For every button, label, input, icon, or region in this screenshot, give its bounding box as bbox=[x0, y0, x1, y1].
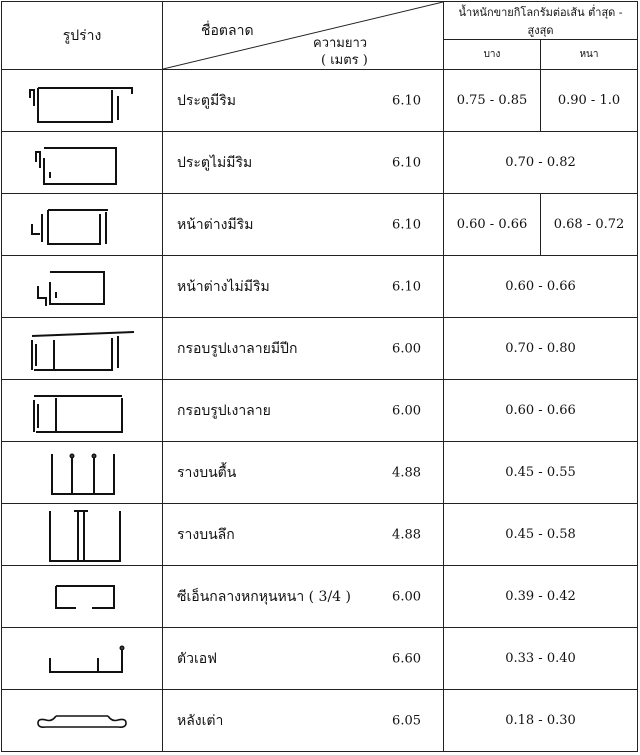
profile-length: 6.10 bbox=[392, 155, 421, 170]
weight-thick: 0.68 - 0.72 bbox=[541, 194, 638, 256]
table-row bbox=[2, 70, 638, 132]
header-thick: หนา bbox=[541, 40, 638, 70]
name-cell bbox=[163, 442, 444, 504]
weight-range: 0.70 - 0.82 bbox=[444, 132, 638, 194]
shallow-track-icon bbox=[22, 448, 142, 498]
weight-range: 0.45 - 0.58 bbox=[444, 504, 638, 566]
name-cell bbox=[163, 380, 444, 442]
weight-thick: 0.90 - 1.0 bbox=[541, 70, 638, 132]
name-cell bbox=[163, 70, 444, 132]
table-row bbox=[2, 318, 638, 380]
weight-range: 0.33 - 0.40 bbox=[444, 628, 638, 690]
table-row bbox=[2, 504, 638, 566]
profile-name: ประตูไม่มีริม bbox=[177, 154, 253, 171]
profile-length: 6.05 bbox=[392, 713, 421, 728]
table-row bbox=[2, 690, 638, 752]
weight-range: 0.39 - 0.42 bbox=[444, 566, 638, 628]
shape-cell bbox=[2, 628, 163, 690]
profile-name: กรอบรูปเงาลาย bbox=[177, 402, 271, 419]
table-row bbox=[2, 442, 638, 504]
shape-cell bbox=[2, 132, 163, 194]
table-row bbox=[2, 132, 638, 194]
shape-cell bbox=[2, 194, 163, 256]
header-weight: น้ำหนักขายกิโลกรัมต่อเส้น ต่ำสุด - สูงสุด bbox=[444, 2, 638, 40]
weight-range: 0.45 - 0.55 bbox=[444, 442, 638, 504]
name-cell bbox=[163, 194, 444, 256]
name-cell bbox=[163, 504, 444, 566]
header-thin: บาง bbox=[444, 40, 541, 70]
shape-cell bbox=[2, 566, 163, 628]
turtle-back-icon bbox=[22, 696, 142, 746]
name-cell bbox=[163, 132, 444, 194]
weight-range: 0.60 - 0.66 bbox=[444, 256, 638, 318]
profile-length: 4.88 bbox=[392, 465, 421, 480]
table-row bbox=[2, 256, 638, 318]
name-cell bbox=[163, 566, 444, 628]
weight-thin: 0.75 - 0.85 bbox=[444, 70, 541, 132]
profile-name: หลังเต่า bbox=[177, 712, 224, 729]
profile-length: 6.00 bbox=[392, 341, 421, 356]
profile-name: ประตูมีริม bbox=[177, 92, 236, 109]
profile-table bbox=[1, 1, 638, 752]
table-row bbox=[2, 566, 638, 628]
f-profile-icon bbox=[22, 634, 142, 684]
name-cell bbox=[163, 628, 444, 690]
profile-length: 6.10 bbox=[392, 279, 421, 294]
profile-length: 6.10 bbox=[392, 217, 421, 232]
table-row bbox=[2, 194, 638, 256]
c-channel-icon bbox=[22, 572, 142, 622]
header-length-unit: ( เมตร ) bbox=[321, 53, 368, 68]
name-cell bbox=[163, 256, 444, 318]
shape-cell bbox=[2, 690, 163, 752]
weight-range: 0.70 - 0.80 bbox=[444, 318, 638, 380]
profile-name: หน้าต่างไม่มีริม bbox=[177, 278, 270, 295]
profile-name: ซีเอ็นกลางหกหุนหนา ( 3/4 ) bbox=[177, 588, 351, 605]
header-name-length bbox=[163, 2, 444, 70]
table-row bbox=[2, 628, 638, 690]
shape-cell bbox=[2, 256, 163, 318]
shape-cell bbox=[2, 504, 163, 566]
shape-cell bbox=[2, 442, 163, 504]
table-row bbox=[2, 380, 638, 442]
profile-name: กรอบรูปเงาลายมีปีก bbox=[177, 340, 298, 357]
profile-length: 6.60 bbox=[392, 651, 421, 666]
weight-range: 0.18 - 0.30 bbox=[444, 690, 638, 752]
door-no-rim-icon bbox=[22, 138, 142, 188]
header-market-name: ชื่อตลาด bbox=[201, 23, 254, 39]
profile-name: รางบนตื้น bbox=[177, 464, 237, 481]
shape-cell bbox=[2, 70, 163, 132]
profile-name: หน้าต่างมีริม bbox=[177, 216, 254, 233]
name-cell bbox=[163, 318, 444, 380]
profile-length: 6.00 bbox=[392, 403, 421, 418]
profile-name: รางบนลึก bbox=[177, 526, 235, 543]
header-length: ความยาว bbox=[313, 36, 368, 51]
shape-cell bbox=[2, 380, 163, 442]
header-shape: รูปร่าง bbox=[2, 2, 163, 70]
deep-track-icon bbox=[22, 507, 142, 563]
profile-length: 4.88 bbox=[392, 527, 421, 542]
door-rim-icon bbox=[22, 76, 142, 126]
window-no-rim-icon bbox=[22, 262, 142, 312]
window-rim-icon bbox=[22, 200, 142, 250]
shadow-frame-icon bbox=[22, 386, 142, 436]
profile-name: ตัวเอฟ bbox=[177, 650, 218, 667]
profile-length: 6.00 bbox=[392, 589, 421, 604]
shape-cell bbox=[2, 318, 163, 380]
weight-thin: 0.60 - 0.66 bbox=[444, 194, 541, 256]
profile-length: 6.10 bbox=[392, 93, 421, 108]
weight-range: 0.60 - 0.66 bbox=[444, 380, 638, 442]
name-cell bbox=[163, 690, 444, 752]
shadow-frame-wing-icon bbox=[22, 324, 142, 374]
